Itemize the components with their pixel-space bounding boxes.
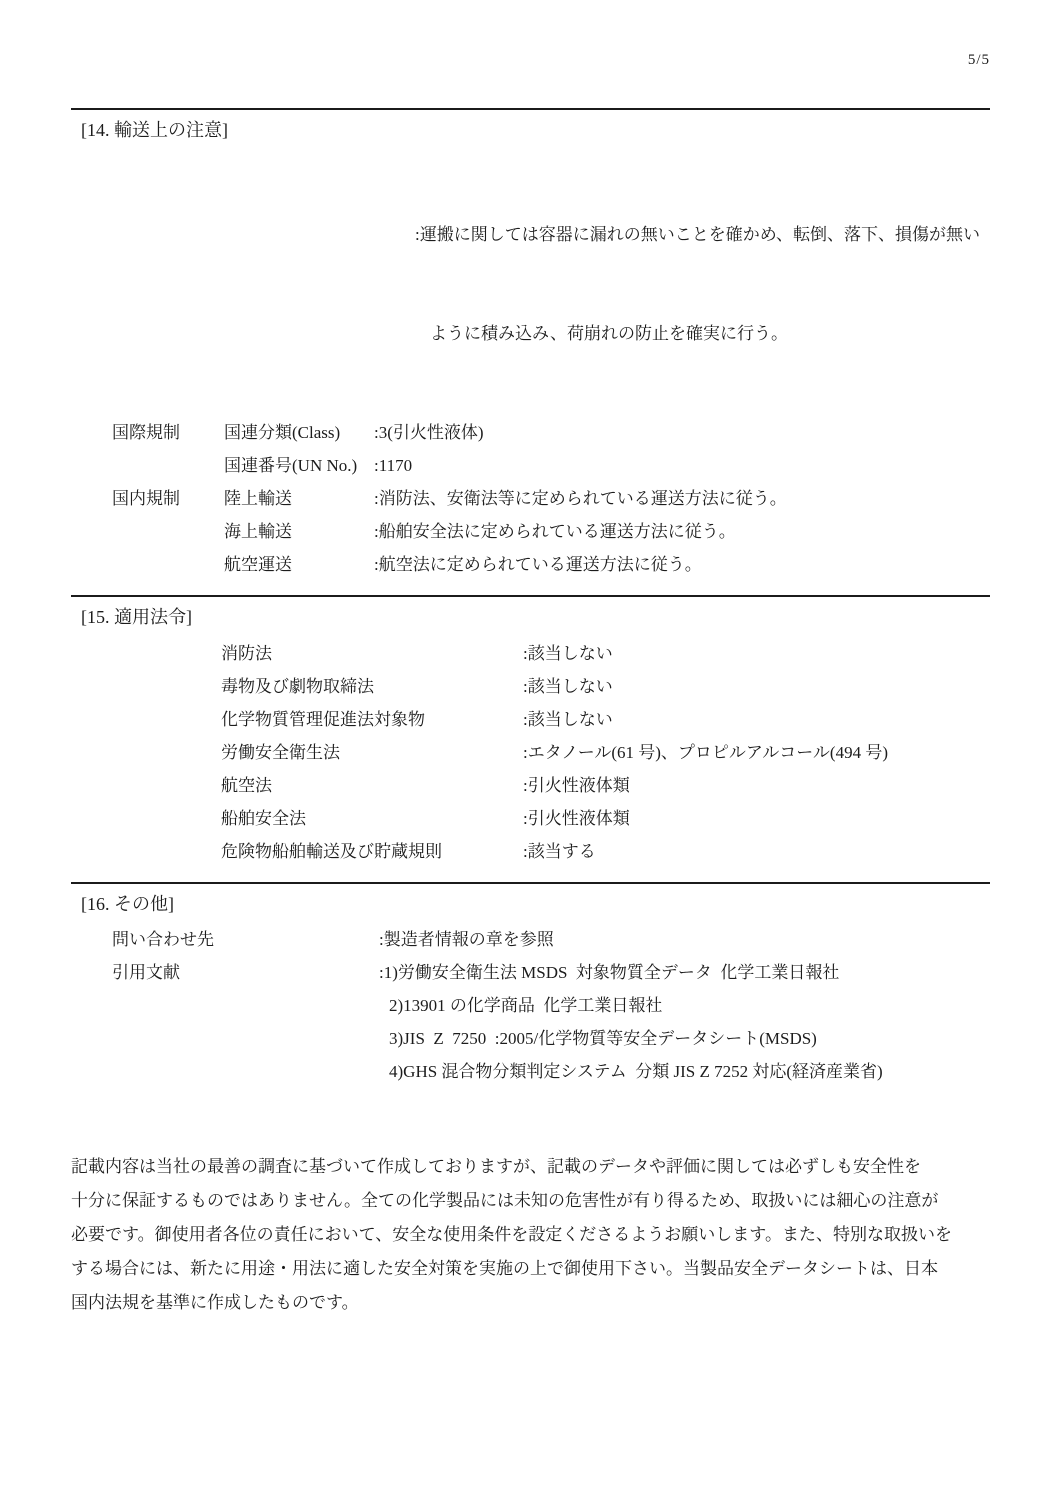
- regulation-group-label: [112, 449, 224, 482]
- law-value: :該当しない: [523, 710, 613, 729]
- page-number: 5/5: [967, 52, 990, 68]
- transport-row: [71, 416, 990, 449]
- law-value: :引火性液体類: [523, 776, 630, 795]
- disclaimer-paragraph: [71, 1150, 990, 1320]
- law-label: 船舶安全法: [221, 809, 306, 828]
- item-label: 国連番号(UN No.): [224, 456, 358, 475]
- item-value: :船舶安全法に定められている運送方法に従う。: [374, 522, 736, 541]
- section-15-title: [15. 適用法令]: [81, 607, 192, 627]
- law-label: 消防法: [221, 644, 272, 663]
- other-label: 問い合わせ先: [112, 930, 214, 949]
- law-label: 労働安全衛生法: [221, 743, 340, 762]
- law-label: 毒物及び劇物取締法: [221, 677, 374, 696]
- section-transport-precautions: [71, 116, 990, 581]
- reference-line: 3)JIS Z 7250 :2005/化学物質等安全データシート(MSDS): [389, 1029, 817, 1048]
- disclaimer-line: 記載内容は当社の最善の調査に基づいて作成しておりますが、記載のデータや評価に関しては必ずしも安全性を: [71, 1157, 921, 1176]
- regulation-group-label: [112, 548, 224, 581]
- disclaimer-line: 国内法規を基準に作成したものです。: [71, 1293, 359, 1312]
- law-value: :該当する: [523, 842, 596, 861]
- disclaimer-line: 必要です。御使用者各位の責任において、安全な使用条件を設定くださるようお願いします。また、特別な取扱いを: [71, 1225, 952, 1244]
- transport-rows: [71, 416, 990, 581]
- law-row: [71, 703, 990, 736]
- law-value: :エタノール(61 号)、プロピルアルコール(494 号): [523, 743, 888, 762]
- section-divider: [71, 108, 990, 110]
- law-value: :該当しない: [523, 644, 613, 663]
- section-divider: [71, 595, 990, 597]
- law-label: 危険物船舶輸送及び貯蔵規則: [221, 842, 442, 861]
- item-value: :消防法、安衛法等に定められている運送方法に従う。: [374, 489, 787, 508]
- item-value: :航空法に定められている運送方法に従う。: [374, 555, 702, 574]
- disclaimer-line: する場合には、新たに用途・用法に適した安全対策を実施の上で御使用下さい。当製品安全データシートは、日本: [71, 1259, 938, 1278]
- law-row: [71, 736, 990, 769]
- disclaimer-line: 十分に保証するものではありません。全ての化学製品には未知の危害性が有り得るため、取扱いには細心の注意が: [71, 1191, 939, 1210]
- transport-row: [71, 449, 990, 482]
- transport-note-line-1: :運搬に関しては容器に漏れの無いことを確かめ、転倒、落下、損傷が無い: [415, 225, 981, 244]
- section-14-title: [14. 輸送上の注意]: [81, 120, 228, 140]
- law-label: 化学物質管理促進法対象物: [221, 710, 425, 729]
- item-label: 陸上輸送: [224, 489, 292, 508]
- law-rows: [71, 637, 990, 868]
- regulation-group-label: 国内規制: [112, 489, 180, 508]
- regulation-group-label: [112, 515, 224, 548]
- item-value: :3(引火性液体): [374, 423, 484, 442]
- law-row: [71, 637, 990, 670]
- section-applicable-laws: [71, 603, 990, 868]
- other-value: :1)労働安全衛生法 MSDS 対象物質全データ 化学工業日報社: [379, 963, 840, 982]
- section-divider: [71, 882, 990, 884]
- other-value: :製造者情報の章を参照: [379, 930, 554, 949]
- item-label: 航空運送: [224, 555, 292, 574]
- law-row: [71, 802, 990, 835]
- item-label: 国連分類(Class): [224, 423, 341, 442]
- section-16-title: [16. その他]: [81, 894, 174, 914]
- reference-line: 4)GHS 混合物分類判定システム 分類 JIS Z 7252 対応(経済産業省): [389, 1062, 883, 1081]
- transport-row: [71, 482, 990, 515]
- reference-line: 2)13901 の化学商品 化学工業日報社: [389, 996, 663, 1015]
- law-label: 航空法: [221, 776, 272, 795]
- law-row: [71, 769, 990, 802]
- other-row: [71, 956, 990, 989]
- other-rows: [71, 923, 990, 1088]
- regulation-group-label: 国際規制: [112, 423, 180, 442]
- other-label: 引用文献: [112, 963, 180, 982]
- other-row: [71, 923, 990, 956]
- law-row: [71, 670, 990, 703]
- transport-general-note: [71, 152, 990, 416]
- law-row: [71, 835, 990, 868]
- transport-note-line-2: ように積み込み、荷崩れの防止を確実に行う。: [430, 324, 789, 343]
- section-other: [71, 890, 990, 1088]
- transport-row: [71, 515, 990, 548]
- item-value: :1170: [374, 456, 413, 475]
- transport-row: [71, 548, 990, 581]
- law-value: :引火性液体類: [523, 809, 630, 828]
- item-label: 海上輸送: [224, 522, 292, 541]
- law-value: :該当しない: [523, 677, 613, 696]
